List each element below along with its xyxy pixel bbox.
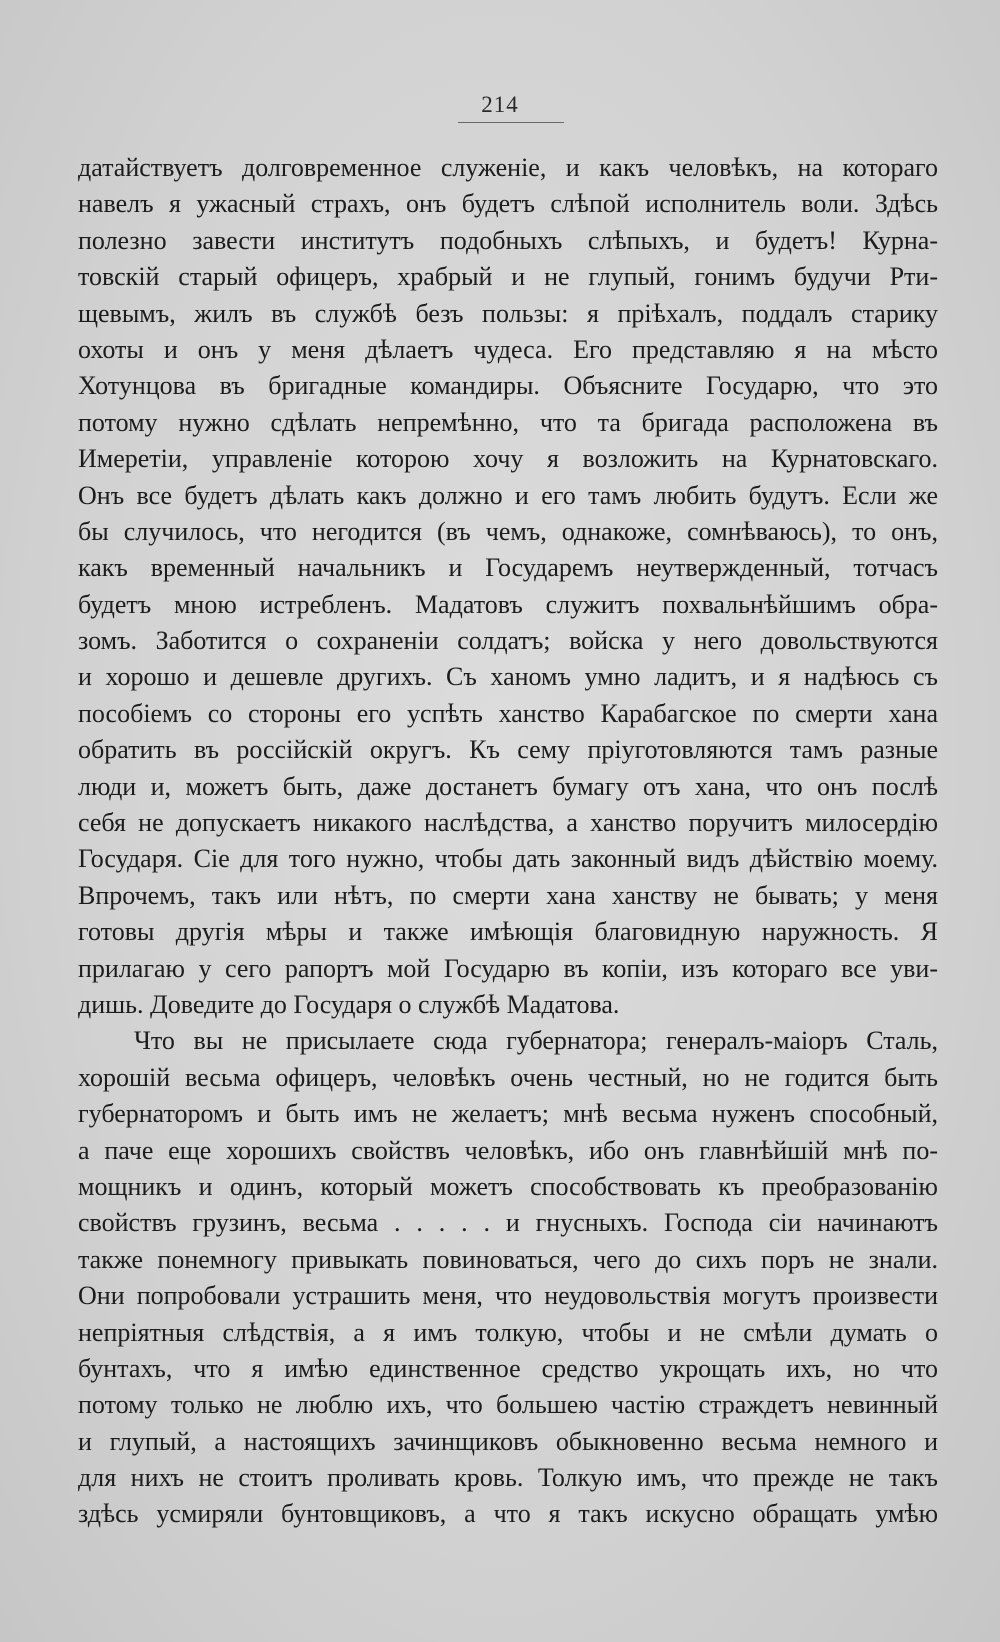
text-line: также понемногу привыкать повиноваться, чего до сихъ поръ не знали. (78, 1244, 938, 1274)
text-line: Хотунцова въ бригадные командиры. Объясните Государю, что это (78, 371, 938, 401)
text-line: и хорошо и дешевле другихъ. Съ ханомъ умно ладитъ, и я надѣюсь съ (78, 662, 938, 692)
text-line: свойствъ грузинъ, весьма . . . . . и гнусныхъ. Господа сіи начинаютъ (78, 1208, 938, 1238)
text-line: полезно завести институтъ подобныхъ слѣпыхъ, и будетъ! Курна- (78, 225, 938, 255)
text-line: какъ временный начальникъ и Государемъ неутвержденный, тотчасъ (78, 553, 938, 583)
text-line: себя не допускаетъ никакого наслѣдства, а ханство поручитъ милосердію (78, 808, 938, 838)
text-line: здѣсь усмиряли бунтовщиковъ, а что я такъ искусно обращать умѣю (78, 1499, 938, 1529)
text-line: навелъ я ужасный страхъ, онъ будетъ слѣпой исполнитель воли. Здѣсь (78, 189, 938, 219)
text-line: обратить въ россійскій округъ. Къ сему пріуготовляются тамъ разные (78, 735, 938, 765)
text-line: Онъ все будетъ дѣлать какъ должно и его тамъ любить будутъ. Если же (78, 480, 938, 510)
text-line: Они попробовали устрашить меня, что неудовольствія могутъ произвести (78, 1281, 938, 1311)
text-line: Что вы не присылаете сюда губернатора; генералъ-маіоръ Сталь, (134, 1026, 938, 1056)
text-line: хорошій весьма офицеръ, человѣкъ очень честный, но не годится быть (78, 1062, 938, 1092)
paragraph-2 (78, 1023, 938, 1532)
text-line: Имеретіи, управленіе которою хочу я возложить на Курнатовскаго. (78, 444, 938, 474)
text-line: потому только не люблю ихъ, что большею частію страждетъ невинный (78, 1390, 938, 1420)
text-line: люди и, можетъ быть, даже достанетъ бумагу отъ хана, что онъ послѣ (78, 771, 938, 801)
text-line: охоты и онъ у меня дѣлаетъ чудеса. Его представляю я на мѣсто (78, 334, 938, 364)
text-line: потому нужно сдѣлать непремѣнно, что та бригада расположена въ (78, 407, 938, 437)
text-line: прилагаю у сего рапортъ мой Государю въ копіи, изъ котораго все уви- (78, 953, 938, 983)
text-line: датайствуетъ долговременное служеніе, и какъ человѣкъ, на котораго (78, 153, 938, 182)
paragraph-1 (78, 150, 938, 1023)
text-line: готовы другія мѣры и также имѣющія благовидную наружность. Я (78, 917, 938, 947)
text-line: бунтахъ, что я имѣю единственное средство укрощать ихъ, но что (78, 1353, 938, 1383)
text-line: будетъ мною истребленъ. Мадатовъ служитъ похвальнѣйшимъ обра- (78, 589, 938, 619)
text-line: губернаторомъ и быть имъ не желаетъ; мнѣ весьма нуженъ способный, (78, 1099, 938, 1129)
body-text (78, 150, 938, 1533)
page-number: 214 (481, 92, 519, 117)
text-line: Государя. Сіе для того нужно, чтобы дать законный видъ дѣйствію моему. (78, 844, 938, 874)
text-line: мощникъ и одинъ, который можетъ способствовать къ преобразованію (78, 1171, 938, 1201)
text-line: Впрочемъ, такъ или нѣтъ, по смерти хана ханству не бывать; у меня (78, 880, 938, 910)
text-line: товскій старый офицеръ, храбрый и не глупый, гонимъ будучи Рти- (78, 262, 938, 292)
text-line: бы случилось, что негодится (въ чемъ, однакоже, сомнѣваюсь), то онъ, (78, 516, 938, 546)
text-line: пособіемъ со стороны его успѣть ханство Карабагское по смерти хана (78, 698, 938, 728)
header-rule (458, 122, 564, 123)
text-line: зомъ. Заботится о сохраненіи солдатъ; войска у него довольствуются (78, 626, 938, 656)
text-line: а паче еще хорошихъ свойствъ человѣкъ, ибо онъ главнѣйшій мнѣ по- (78, 1135, 938, 1165)
text-line: непріятныя слѣдствія, а я имъ толкую, чтобы и не смѣли думать о (78, 1317, 938, 1347)
text-line: для нихъ не стоитъ проливать кровь. Толкую имъ, что прежде не такъ (78, 1463, 938, 1493)
text-line: щевымъ, жилъ въ службѣ безъ пользы: я пріѣхалъ, поддалъ старику (78, 298, 938, 328)
text-line: и глупый, а настоящихъ зачинщиковъ обыкновенно весьма немного и (78, 1426, 938, 1456)
text-line: дишь. Доведите до Государя о службѣ Мадатова. (78, 989, 620, 1019)
